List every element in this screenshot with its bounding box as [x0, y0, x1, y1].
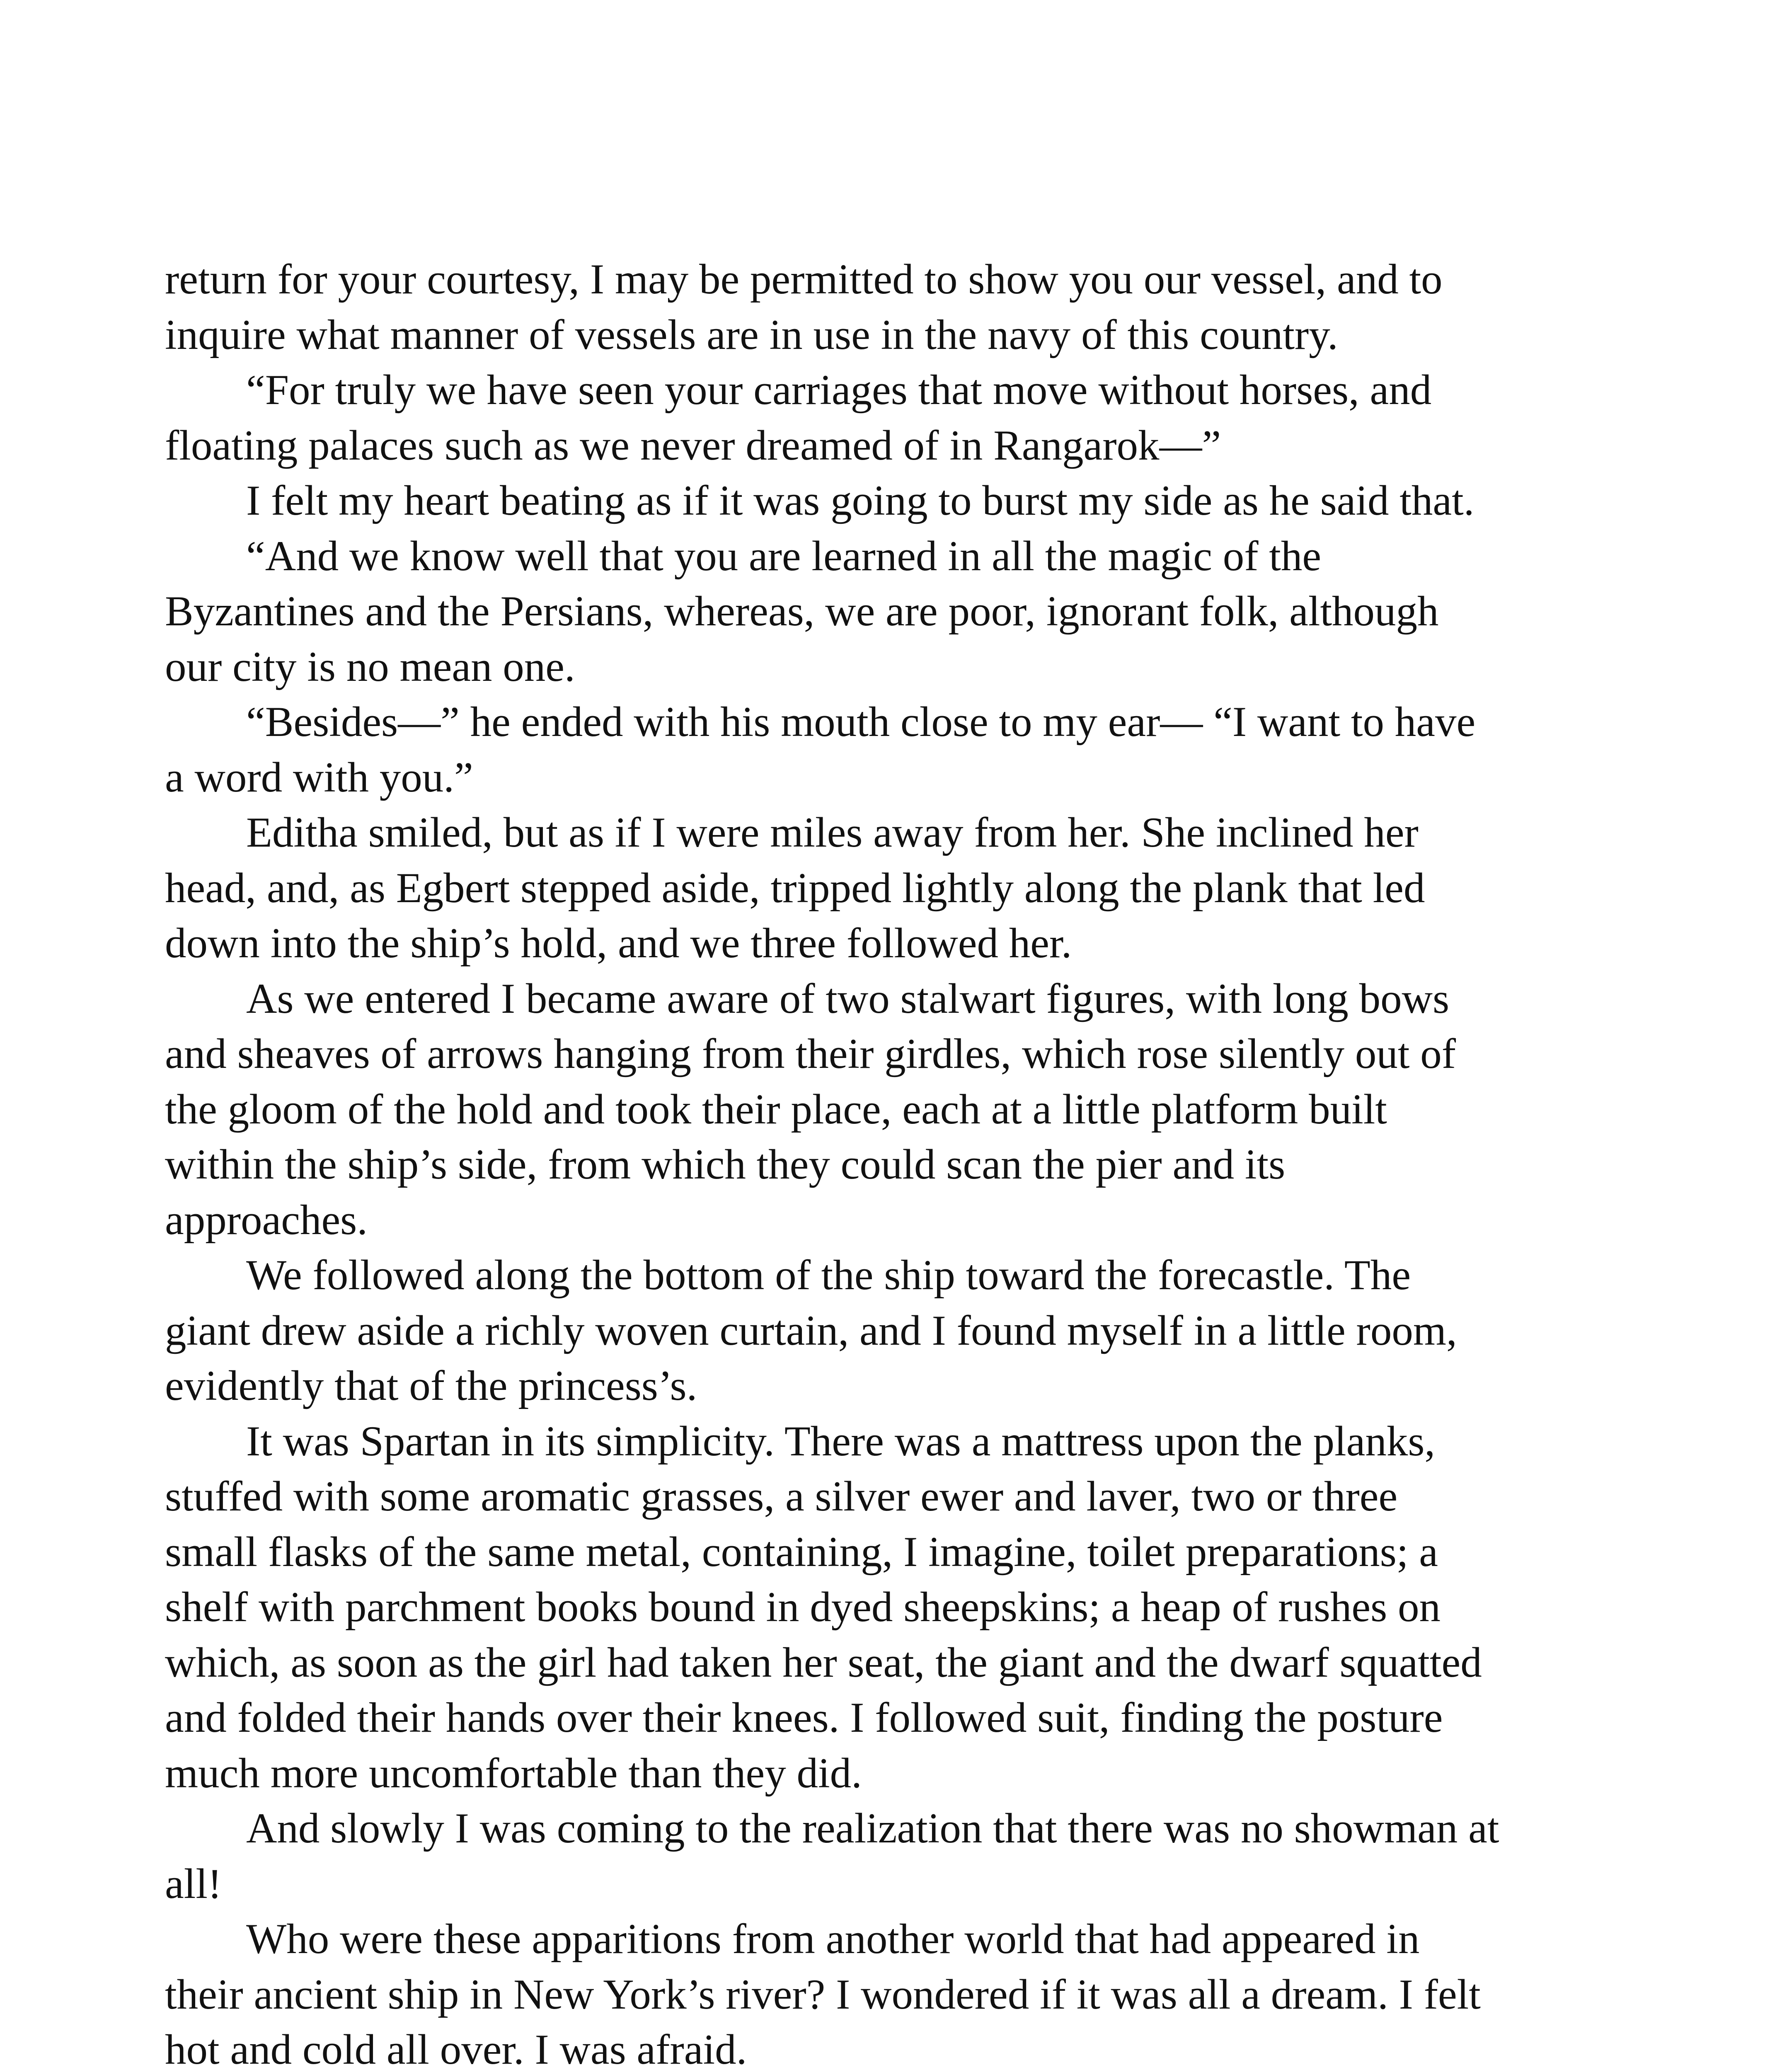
- text-line: return for your courtesy, I may be permitted to show you our vessel, and to: [165, 256, 1443, 303]
- text-line: within the ship’s side, from which they could scan the pier and its: [165, 1141, 1286, 1188]
- text-line: down into the ship’s hold, and we three followed her.: [165, 920, 1072, 967]
- text-line: inquire what manner of vessels are in use in the navy of this country.: [165, 311, 1338, 358]
- text-line: I felt my heart beating as if it was going to burst my side as he said that.: [246, 477, 1475, 524]
- text-line: head, and, as Egbert stepped aside, tripped lightly along the plank that led: [165, 864, 1425, 912]
- text-line: the gloom of the hold and took their place, each at a little platform built: [165, 1085, 1387, 1133]
- text-line: giant drew aside a richly woven curtain, and I found myself in a little room,: [165, 1307, 1457, 1354]
- text-line: and sheaves of arrows hanging from their girdles, which rose silently out of: [165, 1030, 1456, 1077]
- body-text: [165, 252, 1640, 2072]
- text-line: our city is no mean one.: [165, 643, 575, 690]
- text-line: much more uncomfortable than they did.: [165, 1749, 862, 1797]
- text-line: As we entered I became aware of two stalwart figures, with long bows: [246, 975, 1450, 1022]
- text-line: small flasks of the same metal, containing, I imagine, toilet preparations; a: [165, 1528, 1438, 1576]
- text-line: We followed along the bottom of the ship toward the forecastle. The: [246, 1251, 1411, 1299]
- text-line: “And we know well that you are learned in all the magic of the: [246, 532, 1322, 580]
- text-line: evidently that of the princess’s.: [165, 1362, 697, 1409]
- text-line: “Besides—” he ended with his mouth close to my ear— “I want to have: [246, 698, 1476, 746]
- text-line: Byzantines and the Persians, whereas, we are poor, ignorant folk, although: [165, 588, 1439, 635]
- text-line: their ancient ship in New York’s river? I wondered if it was all a dream. I felt: [165, 1970, 1481, 2018]
- text-line: and folded their hands over their knees. I followed suit, finding the posture: [165, 1694, 1443, 1741]
- text-line: all!: [165, 1860, 222, 1907]
- text-line: shelf with parchment books bound in dyed sheepskins; a heap of rushes on: [165, 1583, 1441, 1631]
- text-line: floating palaces such as we never dreamed of in Rangarok—”: [165, 421, 1221, 469]
- text-line: And slowly I was coming to the realization that there was no showman at: [246, 1805, 1499, 1852]
- text-line: Editha smiled, but as if I were miles away from her. She inclined her: [246, 809, 1419, 856]
- text-line: “For truly we have seen your carriages that move without horses, and: [246, 366, 1432, 414]
- text-line: which, as soon as the girl had taken her seat, the giant and the dwarf squatted: [165, 1639, 1482, 1686]
- text-line: approaches.: [165, 1196, 368, 1244]
- text-line: Who were these apparitions from another world that had appeared in: [246, 1915, 1420, 1963]
- text-line: a word with you.”: [165, 753, 473, 801]
- text-line: It was Spartan in its simplicity. There was a mattress upon the planks,: [246, 1417, 1436, 1465]
- text-line: stuffed with some aromatic grasses, a silver ewer and laver, two or three: [165, 1473, 1398, 1520]
- text-line: hot and cold all over. I was afraid.: [165, 2026, 747, 2072]
